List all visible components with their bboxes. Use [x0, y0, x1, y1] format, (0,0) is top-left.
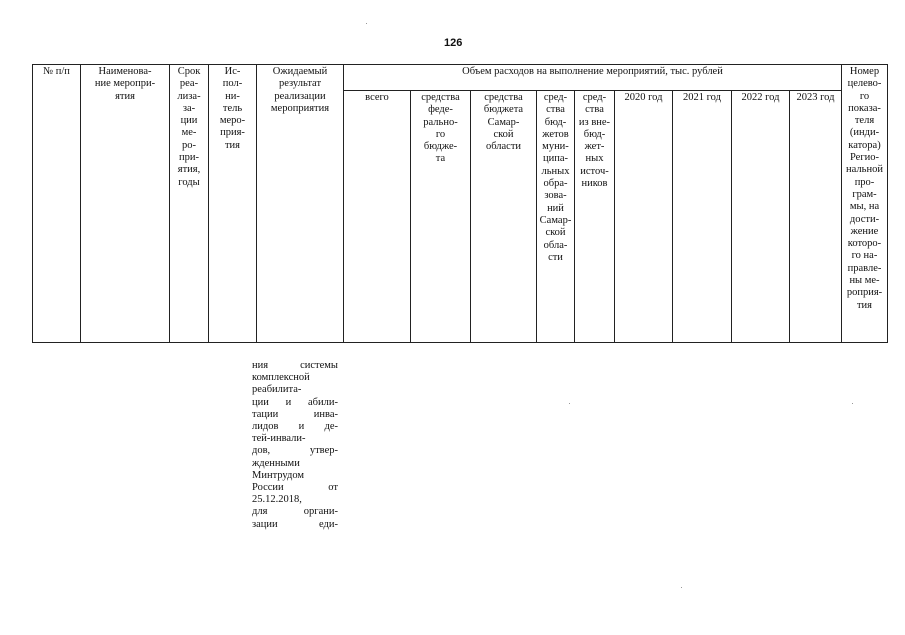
subheader-year-2021: 2021 год: [673, 91, 732, 343]
continuation-line: тации инва-: [252, 408, 338, 420]
subheader-year-2022: 2022 год: [732, 91, 790, 343]
continuation-line: комплексной: [252, 372, 310, 384]
continuation-line: лидов и де-: [252, 421, 338, 433]
continuation-line: для органи-: [252, 506, 338, 518]
continuation-line: России от: [252, 482, 338, 494]
header-indicator-number: Номер целево- го показа- теля (инди- катора) Регио- нальной про- грам- мы, на дости- жение которо- го на- правле- ны ме- роприя- тия: [842, 65, 888, 343]
continuation-line: ции и абили-: [252, 396, 338, 408]
continuation-line: Минтрудом: [252, 469, 305, 481]
subheader-year-2023: 2023 год: [790, 91, 842, 343]
continuation-line: зации еди-: [252, 518, 338, 530]
result-continuation-text: [252, 360, 338, 531]
continuation-line: жденными: [252, 457, 300, 469]
subheader-samara-budget: средства бюджета Самар- ской области: [471, 91, 537, 343]
continuation-line: реабилита-: [252, 384, 302, 396]
continuation-line: тей-инвали-: [252, 433, 306, 445]
subheader-total: всего: [344, 91, 411, 343]
page-number: 126: [444, 37, 463, 49]
header-activity-name: Наименова- ние меропри- ятия: [81, 65, 170, 343]
header-expected-result: Ожидаемый результат реализации мероприятия: [257, 65, 344, 343]
header-executor: Ис- пол- ни- тель меро- прия- тия: [209, 65, 257, 343]
header-number: № п/п: [33, 65, 81, 343]
continuation-line: ния системы: [252, 360, 338, 371]
header-term: Срок реа- лиза- за- ции ме- ро- при- ятия, годы: [170, 65, 209, 343]
scan-speck: ·: [680, 582, 683, 592]
scan-speck: ·: [365, 18, 368, 28]
subheader-municipal-budget: сред- ства бюд- жетов муни- ципа- льных обра- зова- ний Самар- ской обла- сти: [537, 91, 575, 343]
scan-speck: ·: [568, 398, 571, 408]
continuation-line: дов, утвер-: [252, 445, 338, 457]
expenses-table: [32, 64, 888, 343]
subheader-year-2020: 2020 год: [615, 91, 673, 343]
continuation-line: 25.12.2018,: [252, 494, 302, 506]
subheader-extrabudgetary: сред- ства из вне- бюд- жет- ных источ- ников: [575, 91, 615, 343]
subheader-federal-budget: средства феде- рально- го бюдже- та: [411, 91, 471, 343]
header-expense-volume: Объем расходов на выполнение мероприятий, тыс. рублей: [344, 65, 842, 91]
scan-speck: ·: [851, 398, 854, 408]
